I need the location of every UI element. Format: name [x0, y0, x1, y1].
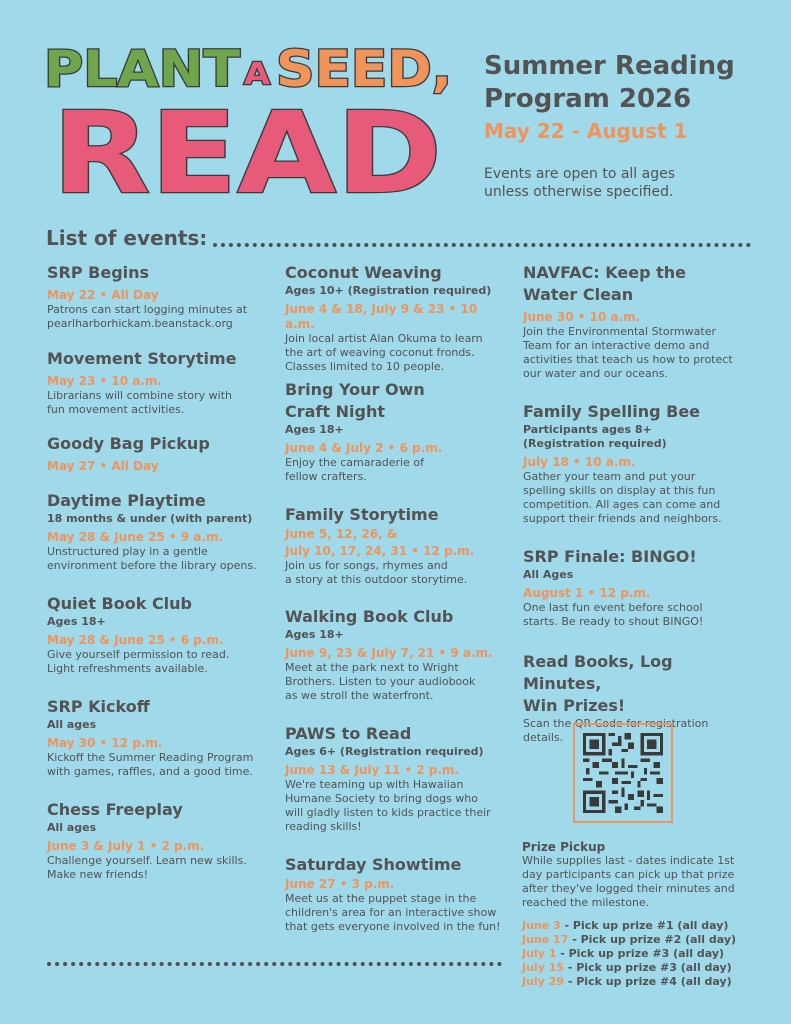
event-date: May 23 • 10 a.m.: [47, 374, 162, 388]
event-title: SRP Finale: BINGO!: [523, 547, 697, 566]
event-desc: starts. Be ready to shout BINGO!: [523, 615, 704, 628]
event-audience: Ages 6+ (Registration required): [285, 745, 484, 758]
event-date: June 4 & 18, July 9 & 23 • 10 a.m.: [285, 302, 478, 331]
event-movement-storytime: [47, 348, 236, 417]
event-audience: Ages 18+: [285, 628, 344, 641]
event-desc: One last fun event before school: [523, 601, 703, 614]
event-desc: support their friends and neighbors.: [523, 512, 722, 525]
event-desc: fellow crafters.: [285, 470, 367, 483]
event-saturday-showtime: [285, 854, 501, 934]
event-title: Family Storytime: [285, 505, 439, 524]
event-audience: All Ages: [523, 568, 574, 581]
event-desc: Join the Environmental Stormwater: [523, 325, 716, 338]
event-title: Walking Book Club: [285, 607, 454, 626]
event-date: May 22 • All Day: [47, 288, 159, 302]
event-srp-begins: [47, 262, 247, 331]
event-title: Win Prizes!: [523, 696, 626, 715]
event-walking-book-club: [285, 606, 493, 703]
logo-a: A: [244, 57, 271, 92]
event-desc: will gladly listen to kids practice their: [285, 806, 491, 819]
event-desc: with games, raffles, and a good time.: [47, 765, 253, 778]
event-desc: spelling skills on display at this fun: [523, 484, 716, 497]
event-title: Quiet Book Club: [47, 594, 193, 613]
prize-row: July 1 - Pick up prize #3 (all day): [522, 947, 725, 960]
event-srp-kickoff: [47, 696, 253, 779]
prize-pickup-title: Prize Pickup: [522, 840, 606, 854]
event-desc: environment before the library opens.: [47, 559, 257, 572]
event-desc: Team for an interactive demo and: [523, 339, 710, 352]
event-title: Craft Night: [285, 402, 385, 421]
event-date: July 18 • 10 a.m.: [523, 455, 636, 469]
event-desc: Scan the QR Code for registration: [523, 717, 709, 730]
event-srp-finale-bingo: [523, 546, 703, 629]
program-header: [484, 50, 774, 201]
program-title: Summer Reading Program 2026: [484, 51, 735, 114]
event-desc: Enjoy the camaraderie of: [285, 456, 424, 469]
event-desc: Challenge yourself. Learn new skills.: [47, 854, 247, 867]
event-desc: details.: [523, 731, 564, 744]
event-desc: Light refreshments available.: [47, 662, 208, 675]
event-title: Chess Freeplay: [47, 800, 183, 819]
event-date: May 30 • 12 p.m.: [47, 736, 163, 750]
event-desc: competition. All ages can come and: [523, 498, 721, 511]
registration-qr-code[interactable]: [573, 723, 673, 823]
prize-row: July 15 - Pick up prize #3 (all day): [522, 961, 732, 974]
event-desc: fun movement activities.: [47, 403, 185, 416]
list-of-events-header: [46, 226, 751, 250]
event-goody-bag-pickup: [47, 433, 210, 474]
logo-seed: SEED,: [276, 40, 452, 98]
event-daytime-playtime: [47, 490, 257, 573]
event-desc: Meet at the park next to Wright: [285, 661, 459, 674]
event-audience: All ages: [47, 821, 97, 834]
event-desc: a story at this outdoor storytime.: [285, 573, 468, 586]
event-audience: (Registration required): [523, 437, 667, 450]
event-desc: Brothers. Listen to your audiobook: [285, 675, 476, 688]
list-header-text: List of events:: [46, 226, 208, 250]
event-quiet-book-club: [47, 593, 229, 676]
event-desc: Meet us at the puppet stage in the: [285, 892, 477, 905]
age-note: Events are open to all ages unless otherwise specified.: [484, 166, 676, 200]
event-title: Movement Storytime: [47, 349, 237, 368]
event-date: June 9, 23 & July 7, 21 • 9 a.m.: [285, 646, 493, 660]
event-date: May 27 • All Day: [47, 459, 159, 473]
event-desc: Gather your team and put your: [523, 470, 696, 483]
event-date: June 27 • 3 p.m.: [285, 877, 395, 891]
event-desc: as we stroll the waterfront.: [285, 689, 434, 702]
bottom-dotted-divider: [47, 958, 502, 966]
event-title: Family Spelling Bee: [523, 402, 701, 421]
event-desc: pearlharborhickam.beanstack.org: [47, 317, 233, 330]
event-desc: Kickoff the Summer Reading Program: [47, 751, 254, 764]
event-title: NAVFAC: Keep the: [523, 263, 686, 282]
prize-schedule: [522, 919, 762, 989]
program-dates: May 22 - August 1: [484, 119, 688, 143]
event-desc: Humane Society to bring dogs who: [285, 792, 479, 805]
prize-desc: after they've logged their minutes and: [522, 882, 735, 895]
event-desc: Classes limited to 10 people.: [285, 360, 445, 373]
event-title: SRP Begins: [47, 263, 150, 282]
event-desc: Join us for songs, rhymes and: [285, 559, 448, 572]
prize-desc: While supplies last - dates indicate 1st: [522, 854, 735, 867]
event-family-spelling-bee: [523, 401, 722, 526]
event-date: May 28 & June 25 • 9 a.m.: [47, 530, 224, 544]
event-title: Bring Your Own: [285, 380, 425, 399]
event-date: June 5, 12, 26, &: [285, 527, 398, 541]
event-coconut-weaving: [285, 262, 507, 374]
event-desc: Librarians will combine story with: [47, 389, 233, 402]
event-title: SRP Kickoff: [47, 697, 150, 716]
event-audience: Ages 10+ (Registration required): [285, 284, 492, 297]
event-desc: Patrons can start logging minutes at: [47, 303, 248, 316]
event-audience: Ages 18+: [285, 423, 344, 436]
prize-desc: reached the milestone.: [522, 896, 650, 909]
event-desc: the art of weaving coconut fronds.: [285, 346, 475, 359]
event-desc: Make new friends!: [47, 868, 149, 881]
event-desc: reading skills!: [285, 820, 362, 833]
event-title: Daytime Playtime: [47, 491, 206, 510]
event-title: Water Clean: [523, 285, 634, 304]
event-bring-your-own-craft-night: [285, 379, 442, 484]
logo-plant: PLANT: [44, 40, 240, 98]
event-title: Read Books, Log Minutes,: [523, 652, 673, 693]
event-title: Coconut Weaving: [285, 263, 442, 282]
qr-code-icon: [583, 733, 663, 813]
event-date: August 1 • 12 p.m.: [523, 586, 651, 600]
event-desc: that gets everyone involved in the fun!: [285, 920, 501, 933]
event-date: May 28 & June 25 • 6 p.m.: [47, 633, 224, 647]
event-desc: Give yourself permission to read.: [47, 648, 230, 661]
event-date: June 4 & July 2 • 6 p.m.: [285, 441, 443, 455]
event-audience: Ages 18+: [47, 615, 106, 628]
event-title: PAWS to Read: [285, 724, 412, 743]
dotted-divider: [213, 239, 751, 247]
event-audience: Participants ages 8+: [523, 423, 652, 436]
event-date: June 13 & July 11 • 2 p.m.: [285, 763, 459, 777]
plant-a-seed-read-logo: [44, 40, 454, 200]
logo-read: READ: [52, 89, 442, 200]
event-desc: We're teaming up with Hawaiian: [285, 778, 464, 791]
event-desc: Unstructured play in a gentle: [47, 545, 208, 558]
event-family-storytime: [285, 504, 474, 587]
prize-pickup-section: [522, 840, 762, 989]
prize-row: June 17 - Pick up prize #2 (all day): [522, 933, 737, 946]
event-date: July 10, 17, 24, 31 • 12 p.m.: [285, 544, 475, 558]
event-chess-freeplay: [47, 799, 247, 882]
event-desc: our water and our oceans.: [523, 367, 668, 380]
event-audience: All ages: [47, 718, 97, 731]
event-desc: children's area for an interactive show: [285, 906, 497, 919]
event-date: June 3 & July 1 • 2 p.m.: [47, 839, 205, 853]
event-date: June 30 • 10 a.m.: [523, 310, 641, 324]
event-title: Saturday Showtime: [285, 855, 462, 874]
event-desc: Join local artist Alan Okuma to learn: [285, 332, 483, 345]
event-paws-to-read: [285, 723, 491, 834]
event-desc: activities that teach us how to protect: [523, 353, 733, 366]
event-audience: 18 months & under (with parent): [47, 512, 253, 525]
prize-desc: day participants can pick up that prize: [522, 868, 735, 881]
event-title: Goody Bag Pickup: [47, 434, 210, 453]
prize-row: June 3 - Pick up prize #1 (all day): [522, 919, 729, 932]
event-navfac-keep-the-water-clean: [523, 262, 733, 381]
prize-row: July 29 - Pick up prize #4 (all day): [522, 975, 732, 988]
